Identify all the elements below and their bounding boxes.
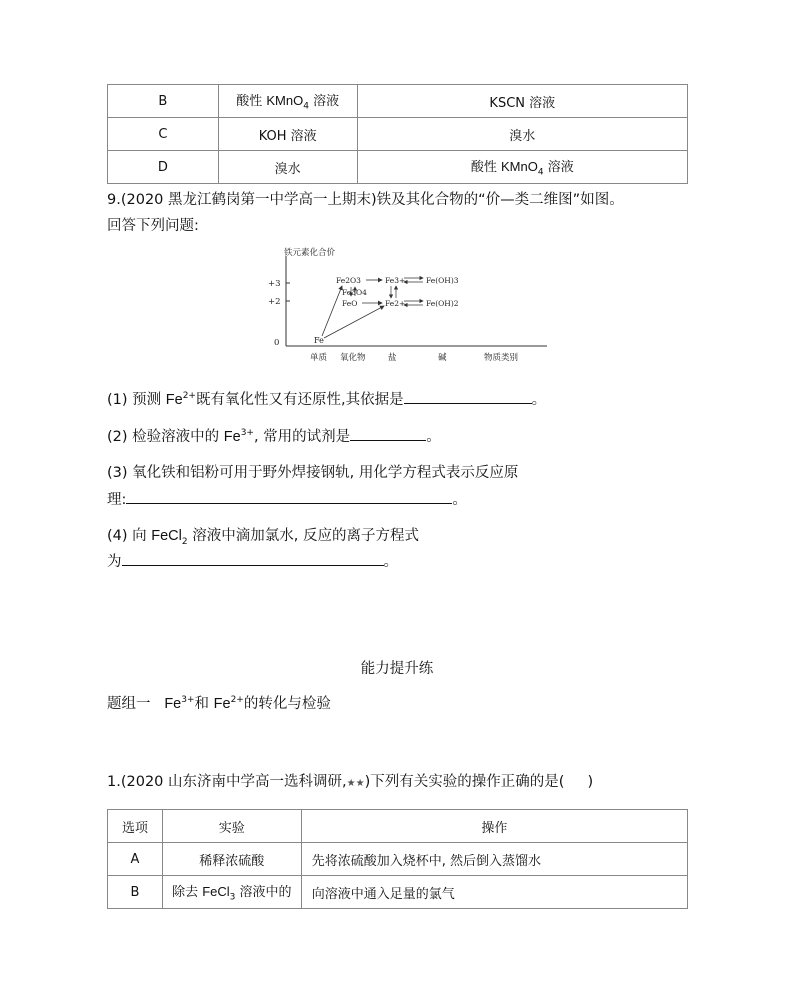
question-number: 1.: [107, 774, 121, 790]
sub-question-prefix: (2) 检验溶液中的: [107, 429, 224, 445]
answer-paren-close: ): [587, 774, 594, 790]
x-tick-label: 碱: [438, 353, 447, 363]
species-fe3-ion: Fe3+: [385, 276, 406, 285]
species-fe: Fe: [314, 336, 324, 345]
option-label: D: [108, 151, 219, 184]
chem-subscript: 4: [537, 167, 544, 178]
ion-charge: 2+: [182, 391, 196, 402]
chem-subscript: 2: [181, 536, 188, 547]
question-text: 下列有关实验的操作正确的是(: [370, 774, 565, 790]
sub-question-1: [107, 388, 546, 409]
group-title: 的转化与检验: [243, 696, 331, 712]
ion-symbol: Fe: [165, 392, 183, 408]
ion-charge: 2+: [230, 695, 244, 706]
sentence-end: 。: [383, 554, 398, 570]
experiment-cell: [162, 876, 301, 909]
sub-question-text: 溶液中滴加氯水, 反应的离子方程式: [187, 528, 419, 544]
sub-question-3-line1: (3) 氧化铁和铝粉可用于野外焊接钢轨, 用化学方程式表示反应原: [107, 465, 519, 481]
chem-formula: KMnO: [501, 159, 538, 175]
table-row: [108, 151, 688, 184]
ion-symbol: Fe: [213, 696, 231, 712]
sub-question-prefix: (4) 向: [107, 528, 152, 544]
experiment-cell: 稀释浓硫酸: [162, 843, 301, 876]
table-row: [108, 118, 688, 151]
reagent-suffix: 溶液: [543, 160, 574, 176]
sub-question-4-line1: [107, 524, 419, 547]
source-close: ): [364, 774, 371, 790]
sub-question-3-line2: [107, 488, 467, 509]
reagent-cell: KOH 溶液: [218, 118, 357, 151]
reagent-prefix: 酸性: [236, 94, 267, 110]
group-heading: [107, 692, 331, 713]
sentence-end: 。: [426, 429, 441, 445]
section-title: 能力提升练: [360, 661, 434, 677]
sub-question-text: 理:: [107, 492, 127, 508]
sub-question-prefix: (1) 预测: [107, 392, 166, 408]
species-feoh3: Fe(OH)3: [426, 276, 459, 285]
conjunction: 和: [194, 696, 210, 712]
sentence-end: 。: [531, 392, 547, 408]
iron-valence-diagram: [262, 246, 562, 368]
y-tick-label: 0: [274, 338, 280, 348]
column-header: 实验: [162, 810, 301, 843]
species-fe2-ion: Fe2+: [385, 299, 406, 308]
y-tick-label: +3: [268, 279, 281, 289]
y-tick-label: +2: [268, 297, 281, 307]
chem-formula: KMnO: [266, 93, 304, 109]
option-label: B: [108, 85, 219, 118]
reagent-cell: [357, 151, 687, 184]
table-header-row: [108, 810, 688, 843]
ion-symbol: Fe: [223, 429, 241, 445]
question-number: 9.: [107, 192, 121, 208]
experiment-table-body: [107, 809, 688, 909]
reagent-suffix: 溶液: [308, 94, 340, 110]
operation-cell: 向溶液中通入足量的氯气: [301, 876, 687, 909]
top-options-table: [107, 84, 688, 184]
experiment-prefix: 除去: [172, 885, 203, 901]
experiment-suffix: 溶液中的: [235, 885, 292, 901]
column-header: 选项: [108, 810, 163, 843]
x-tick-label: 盐: [388, 353, 397, 363]
question-9-ask: 回答下列问题:: [107, 218, 199, 234]
question-9-stem: [107, 188, 624, 209]
species-fe3o4: Fe3O4: [342, 288, 367, 297]
sub-question-2: [107, 425, 441, 446]
answer-blank[interactable]: [126, 489, 452, 504]
question-1-stem: [107, 770, 593, 791]
sub-question-text: 既有氧化性又有还原性,其依据是: [195, 392, 404, 408]
species-feoh2: Fe(OH)2: [426, 299, 459, 308]
chem-subscript: 4: [303, 101, 309, 112]
x-tick-label: 单质: [310, 353, 328, 363]
reagent-prefix: 酸性: [470, 160, 501, 176]
arrow-fe-to-fe2o3: [322, 286, 342, 336]
ion-symbol: Fe: [164, 696, 182, 712]
answer-blank[interactable]: [350, 426, 426, 441]
reagent-cell: KSCN 溶液: [357, 85, 687, 118]
question-source: (2020 山东济南中学高一选科调研,: [120, 774, 347, 790]
reagent-cell: 溴水: [218, 151, 357, 184]
ion-charge: 3+: [240, 428, 254, 439]
y-axis-title: 铁元素化合价: [284, 248, 336, 258]
column-header: 操作: [301, 810, 687, 843]
option-label: B: [108, 876, 163, 909]
sub-question-4-line2: [107, 550, 398, 571]
option-label: A: [108, 843, 163, 876]
species-fe2o3: Fe2O3: [336, 276, 361, 285]
difficulty-stars-icon: ★★: [346, 778, 365, 789]
table-row: [108, 876, 688, 909]
answer-blank[interactable]: [122, 551, 384, 566]
table-row: [108, 85, 688, 118]
sentence-end: 。: [452, 492, 467, 508]
option-label: C: [108, 118, 219, 151]
question-source: (2020 黑龙江鹤岗第一中学高一上期末): [120, 192, 377, 208]
sub-question-text: , 常用的试剂是: [253, 429, 351, 445]
chem-subscript: 3: [229, 892, 236, 903]
answer-blank[interactable]: [404, 389, 532, 404]
ion-charge: 3+: [181, 695, 195, 706]
table-row: [108, 843, 688, 876]
chem-formula: FeCl: [202, 884, 230, 900]
species-feo: FeO: [342, 299, 358, 308]
reagent-cell: 溴水: [357, 118, 687, 151]
chem-formula: FeCl: [151, 528, 182, 544]
x-axis-title: 物质类别: [484, 353, 519, 363]
operation-cell: 先将浓硫酸加入烧杯中, 然后倒入蒸馏水: [301, 843, 687, 876]
sub-question-text: 为: [107, 554, 122, 570]
group-label: 题组一: [107, 696, 151, 712]
question-text: 铁及其化合物的“价—类二维图”如图。: [376, 192, 624, 208]
arrow-fe-to-fe2: [324, 306, 384, 338]
x-tick-label: 氧化物: [340, 353, 366, 363]
reagent-cell: [218, 85, 357, 118]
